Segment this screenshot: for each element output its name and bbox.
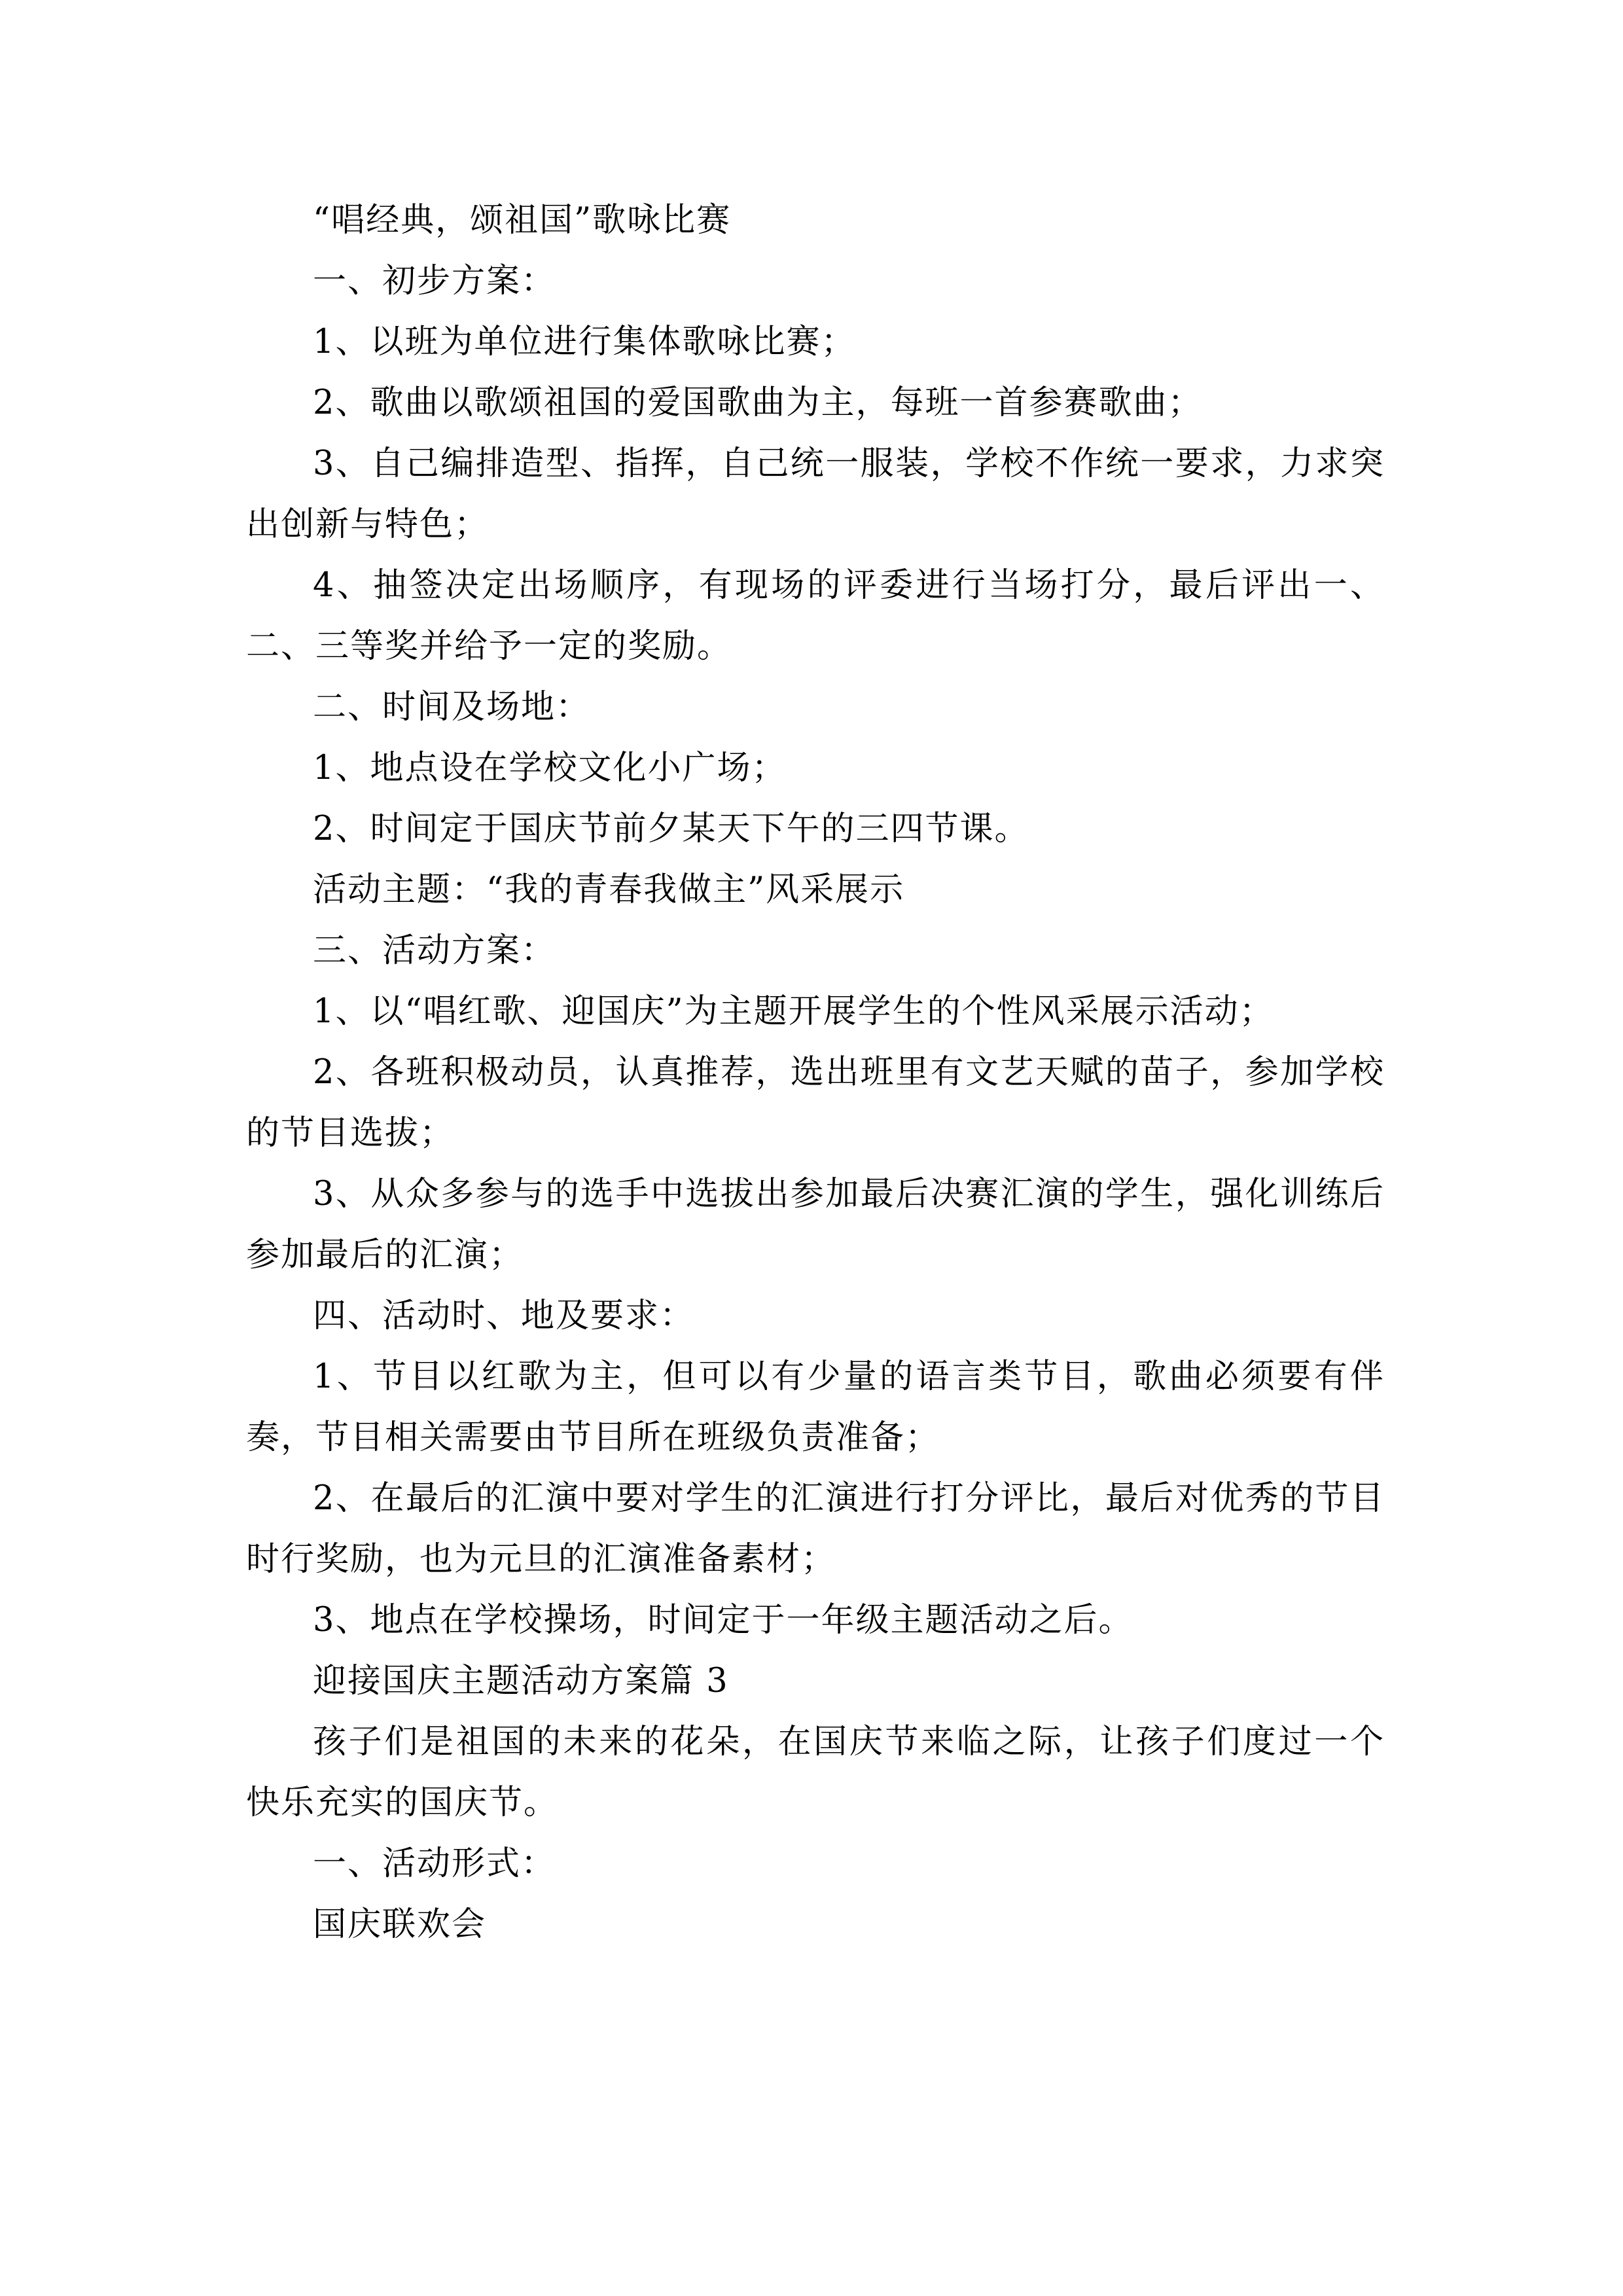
section-heading-activity-plan: 三、活动方案：	[313, 931, 556, 970]
activity-item-3: 3、从众多参与的选手中选拔出参加最后决赛汇演的学生，强化训练后参加最后的汇演；	[246, 1175, 1385, 1274]
contest-title: “唱经典，颂祖国”歌咏比赛	[313, 201, 732, 240]
activity-item-1: 1、以“唱红歌、迎国庆”为主题开展学生的个性风采展示活动；	[313, 992, 1274, 1031]
section-heading-activity-form: 一、活动形式：	[313, 1844, 556, 1883]
venue-item-1: 1、地点设在学校文化小广场；	[313, 749, 787, 787]
plan-3-intro: 孩子们是祖国的未来的花朵，在国庆节来临之际，让孩子们度过一个快乐充实的国庆节。	[246, 1723, 1385, 1822]
requirement-item-1: 1、节目以红歌为主，但可以有少量的语言类节目，歌曲必须要有伴奏，节目相关需要由节目所在班级负责准备；	[246, 1357, 1385, 1457]
document-body	[246, 190, 1385, 1955]
venue-item-2: 2、时间定于国庆节前夕某天下午的三四节课。	[313, 810, 1029, 848]
activity-form-item: 国庆联欢会	[313, 1905, 487, 1944]
plan-3-title: 迎接国庆主题活动方案篇 3	[313, 1662, 729, 1700]
requirement-item-2: 2、在最后的汇演中要对学生的汇演进行打分评比，最后对优秀的节目时行奖励，也为元旦的汇演准备素材；	[246, 1479, 1385, 1579]
plan-item-3: 3、自己编排造型、指挥，自己统一服装，学校不作统一要求，力求突出创新与特色；	[246, 444, 1385, 544]
section-heading-preliminary-plan: 一、初步方案：	[313, 262, 556, 300]
section-heading-time-venue: 二、时间及场地：	[313, 688, 591, 726]
activity-item-2: 2、各班积极动员，认真推荐，选出班里有文艺天赋的苗子，参加学校的节目选拔；	[246, 1053, 1385, 1153]
requirement-item-3: 3、地点在学校操场，时间定于一年级主题活动之后。	[313, 1601, 1133, 1640]
plan-item-1: 1、以班为单位进行集体歌咏比赛；	[313, 323, 856, 361]
plan-item-2: 2、歌曲以歌颂祖国的爱国歌曲为主，每班一首参赛歌曲；	[313, 384, 1203, 422]
plan-item-4: 4、抽签决定出场顺序，有现场的评委进行当场打分，最后评出一、二、三等奖并给予一定的奖励。	[246, 566, 1385, 666]
section-heading-requirements: 四、活动时、地及要求：	[313, 1297, 695, 1335]
activity-theme: 活动主题：“我的青春我做主”风采展示	[313, 870, 905, 909]
